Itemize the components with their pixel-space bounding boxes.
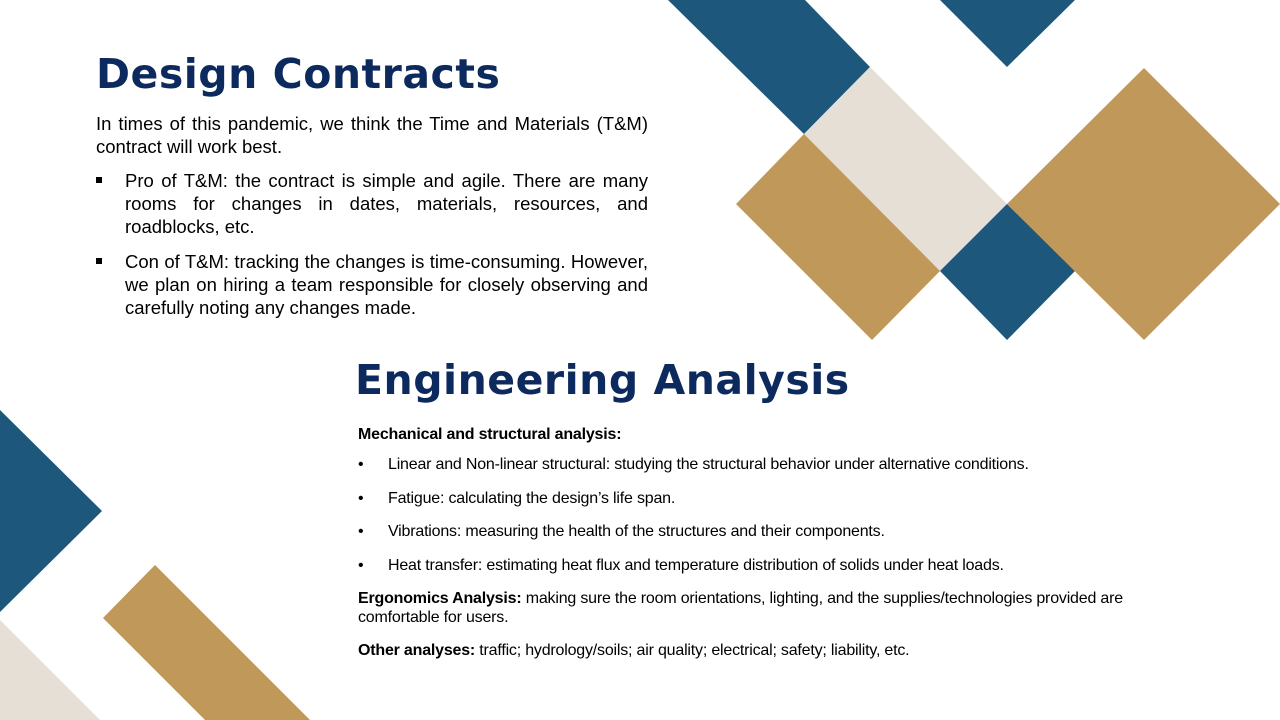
beige-triangle-bottom-left [0, 620, 100, 720]
square-bullet-icon [96, 258, 102, 264]
other-analyses-paragraph [358, 641, 1198, 660]
list-item-text: Heat transfer: estimating heat flux and temperature distribution of solids under heat loads. [388, 556, 1004, 574]
blue-triangle-top-right [940, 0, 1075, 67]
pro-text: Pro of T&M: the contract is simple and agile. There are many rooms for changes in dates, materials, resources, and roadblocks, etc. [125, 170, 648, 237]
design-contracts-title: Design Contracts [96, 50, 501, 98]
list-item [358, 455, 1198, 474]
mechanical-heading-label: Mechanical and structural analysis: [358, 426, 622, 443]
design-contracts-body [96, 112, 648, 331]
ergonomics-paragraph [358, 589, 1198, 627]
square-bullet-icon [96, 177, 102, 183]
mechanical-heading [358, 425, 1198, 444]
gold-band-bottom [103, 565, 310, 720]
other-analyses-text: traffic; hydrology/soils; air quality; electrical; safety; liability, etc. [475, 642, 910, 659]
analysis-list [358, 455, 1198, 575]
con-text: Con of T&M: tracking the changes is time-consuming. However, we plan on hiring a team responsible for closely observing and carefully noting any changes made. [125, 251, 648, 318]
blue-triangle-left [0, 410, 102, 612]
bullet-dot-icon: • [358, 556, 364, 574]
list-item-text: Fatigue: calculating the design’s life span. [388, 489, 676, 507]
list-item [358, 556, 1198, 575]
list-item [358, 522, 1198, 541]
ergonomics-label: Ergonomics Analysis: [358, 590, 522, 607]
other-analyses-label: Other analyses: [358, 642, 476, 659]
list-item [358, 489, 1198, 508]
list-item-text: Vibrations: measuring the health of the structures and their components. [388, 523, 885, 540]
list-item-text: Linear and Non-linear structural: studying the structural behavior under alternative conditions. [388, 456, 1029, 473]
bullet-dot-icon: • [358, 489, 364, 507]
list-item [96, 250, 648, 319]
engineering-analysis-title: Engineering Analysis [355, 356, 850, 404]
design-contracts-list [96, 169, 648, 319]
bullet-dot-icon: • [358, 456, 364, 473]
gold-diamond-right [1007, 68, 1280, 340]
bullet-dot-icon: • [358, 523, 364, 540]
engineering-analysis-body [358, 425, 1198, 674]
ergonomics-text: making sure the room orientations, lighting, and the supplies/technologies provided are comfortable for users. [358, 590, 1123, 626]
list-item [96, 169, 648, 238]
design-contracts-intro: In times of this pandemic, we think the Time and Materials (T&M) contract will work best. [96, 113, 648, 157]
